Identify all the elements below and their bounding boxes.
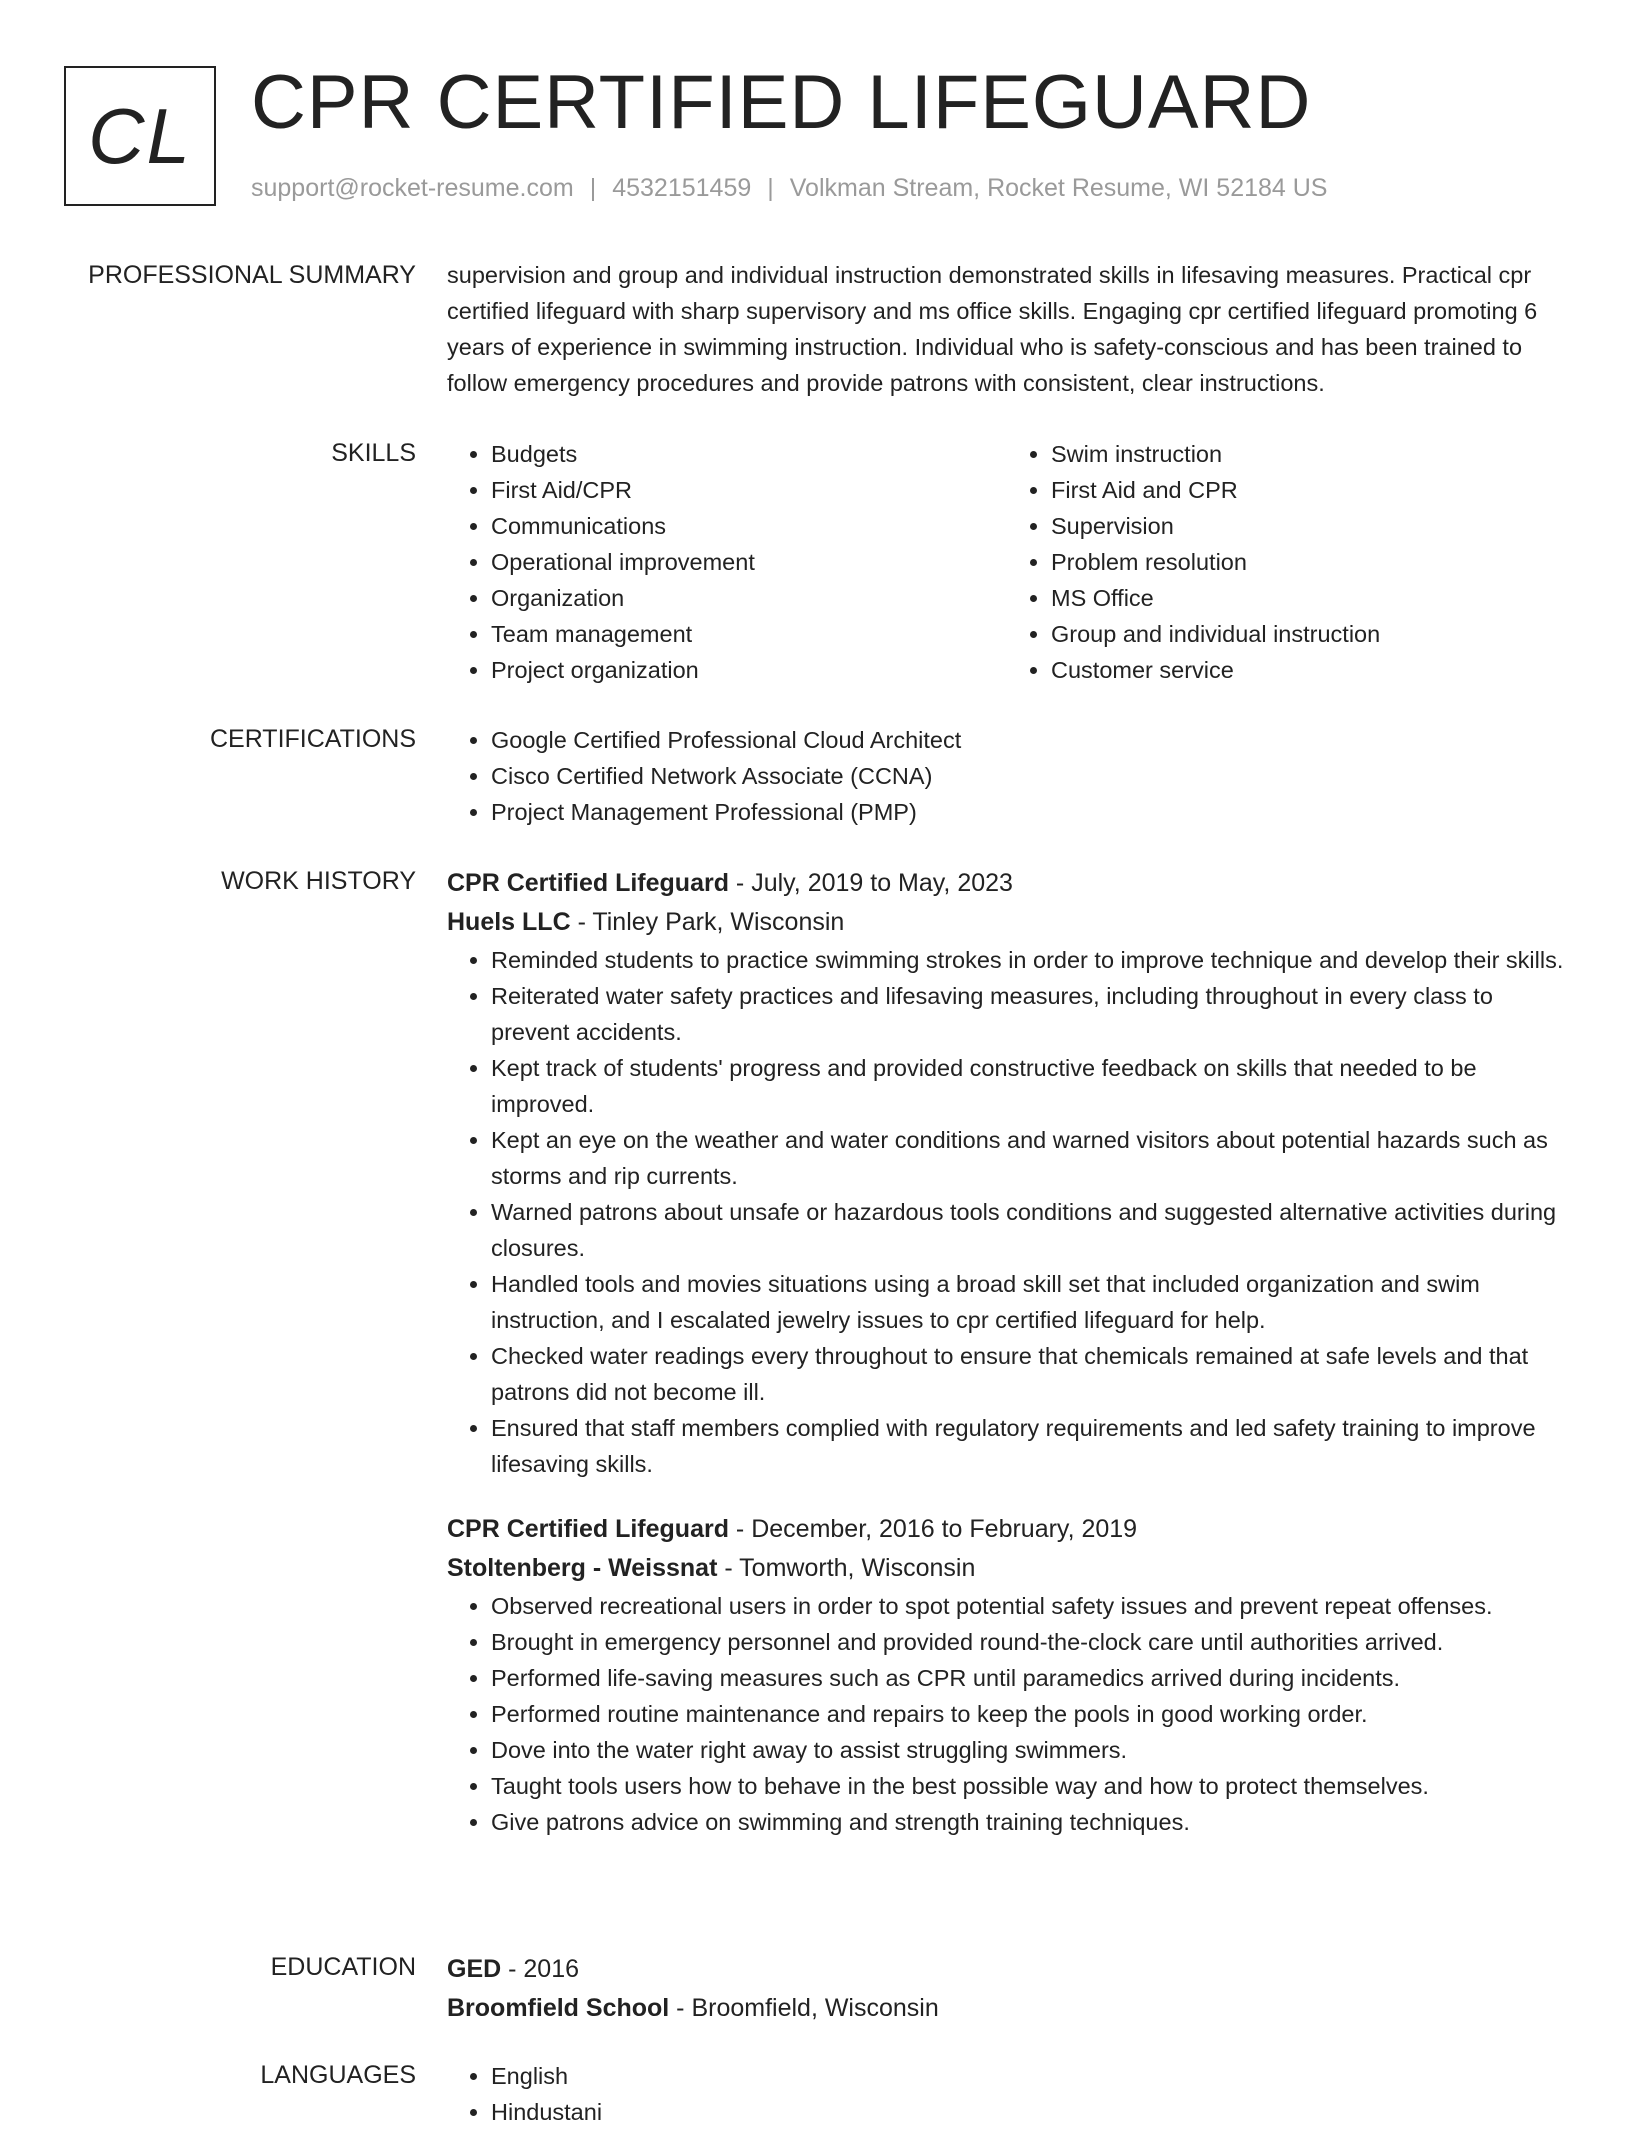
list-item: • Google Certified Professional Cloud Architect: [491, 722, 1567, 758]
list-item: • Kept an eye on the weather and water conditions and warned visitors about potential hazards such as storms and rip currents.: [491, 1122, 1567, 1194]
resume-name: CPR CERTIFIED LIFEGUARD: [251, 60, 1312, 145]
education-school-line: [447, 1989, 1567, 2028]
list-item: • Give patrons advice on swimming and strength training techniques.: [491, 1804, 1567, 1840]
job-company-line: [447, 1549, 1567, 1588]
job-bullets: [447, 942, 1567, 1482]
job-title: CPR Certified Lifeguard: [447, 1515, 729, 1543]
list-item: • Handled tools and movies situations using a broad skill set that included organization and swim instruction, and I escalated jewelry issues to cpr certified lifeguard for help.: [491, 1266, 1567, 1338]
job-dates: - July, 2019 to May, 2023: [728, 869, 1013, 897]
list-item: • Team management: [491, 616, 1007, 652]
job-title-line: [447, 1510, 1567, 1549]
summary-label: PROFESSIONAL SUMMARY: [88, 261, 416, 289]
list-item: • Group and individual instruction: [1051, 616, 1567, 652]
list-item: • Taught tools users how to behave in the best possible way and how to protect themselves.: [491, 1768, 1567, 1804]
monogram-badge: CL: [64, 66, 216, 206]
list-item: • MS Office: [1051, 580, 1567, 616]
list-item: • Checked water readings every throughout to ensure that chemicals remained at safe levels and that patrons did not become ill.: [491, 1338, 1567, 1410]
list-item: • English: [491, 2058, 1567, 2094]
list-item: • Organization: [491, 580, 1007, 616]
list-item: • Hindustani: [491, 2094, 1567, 2130]
certifications-list: [447, 722, 1567, 830]
list-item: • Supervision: [1051, 508, 1567, 544]
list-item: • Communications: [491, 508, 1007, 544]
list-item: • Cisco Certified Network Associate (CCNA): [491, 758, 1567, 794]
list-item: • Kept track of students' progress and provided constructive feedback on skills that needed to be improved.: [491, 1050, 1567, 1122]
list-item: • Reiterated water safety practices and lifesaving measures, including throughout in every class to prevent accidents.: [491, 978, 1567, 1050]
contact-separator: |: [767, 174, 774, 202]
list-item: • Warned patrons about unsafe or hazardous tools conditions and suggested alternative activities during closures.: [491, 1194, 1567, 1266]
work-history-label: WORK HISTORY: [221, 867, 416, 895]
list-item: • Problem resolution: [1051, 544, 1567, 580]
list-item: • Performed routine maintenance and repairs to keep the pools in good working order.: [491, 1696, 1567, 1732]
contact-line: [251, 174, 1328, 203]
job-dates: - December, 2016 to February, 2019: [728, 1515, 1138, 1543]
job-company: Huels LLC: [447, 908, 571, 936]
list-item: • Budgets: [491, 436, 1007, 472]
skills-label: SKILLS: [331, 439, 416, 467]
languages-label: LANGUAGES: [260, 2061, 416, 2089]
list-item: • Project organization: [491, 652, 1007, 688]
job-location: - Tomworth, Wisconsin: [717, 1554, 976, 1582]
summary-text: supervision and group and individual instruction demonstrated skills in lifesaving measures. Practical cpr certified lifeguard with sharp supervisory and ms office skills. Engaging cpr certified lifeguard promoting 6 years of experience in swimming instruction. Individual who is safety-conscious and has been trained to follow emergency procedures and provide patrons with consistent, clear instructions.: [447, 262, 1538, 396]
list-item: • Project Management Professional (PMP): [491, 794, 1567, 830]
list-item: • Ensured that staff members complied with regulatory requirements and led safety training to improve lifesaving skills.: [491, 1410, 1567, 1482]
list-item: • Performed life-saving measures such as CPR until paramedics arrived during incidents.: [491, 1660, 1567, 1696]
education-year: - 2016: [501, 1955, 580, 1983]
job-company-line: [447, 903, 1567, 942]
list-item: • Brought in emergency personnel and provided round-the-clock care until authorities arrived.: [491, 1624, 1567, 1660]
list-item: • Reminded students to practice swimming strokes in order to improve technique and develop their skills.: [491, 942, 1567, 978]
list-item: • Customer service: [1051, 652, 1567, 688]
job-bullets: [447, 1588, 1567, 1840]
list-item: • Dove into the water right away to assist struggling swimmers.: [491, 1732, 1567, 1768]
certifications-label: CERTIFICATIONS: [209, 725, 416, 753]
education-degree: GED: [447, 1955, 502, 1983]
education-label: EDUCATION: [270, 1953, 416, 1981]
contact-address: Volkman Stream, Rocket Resume, WI 52184 US: [789, 174, 1328, 202]
job-title-line: [447, 864, 1567, 903]
education-location: - Broomfield, Wisconsin: [669, 1994, 939, 2022]
job-location: - Tinley Park, Wisconsin: [570, 908, 845, 936]
list-item: • Operational improvement: [491, 544, 1007, 580]
contact-email[interactable]: support@rocket-resume.com: [251, 174, 574, 202]
education-school: Broomfield School: [447, 1994, 670, 2022]
job-title: CPR Certified Lifeguard: [447, 869, 729, 897]
list-item: • Swim instruction: [1051, 436, 1567, 472]
job-company: Stoltenberg - Weissnat: [447, 1554, 718, 1582]
skills-list-left: [447, 436, 1007, 688]
contact-phone[interactable]: 4532151459: [612, 174, 752, 202]
contact-separator: |: [589, 174, 597, 202]
skills-list-right: [1007, 436, 1567, 688]
list-item: • Observed recreational users in order to spot potential safety issues and prevent repeat offenses.: [491, 1588, 1567, 1624]
list-item: • First Aid/CPR: [491, 472, 1007, 508]
languages-list: [447, 2058, 1567, 2130]
list-item: • First Aid and CPR: [1051, 472, 1567, 508]
job-entry: [447, 864, 1567, 1482]
education-degree-line: [447, 1950, 1567, 1989]
job-entry: [447, 1510, 1567, 1840]
